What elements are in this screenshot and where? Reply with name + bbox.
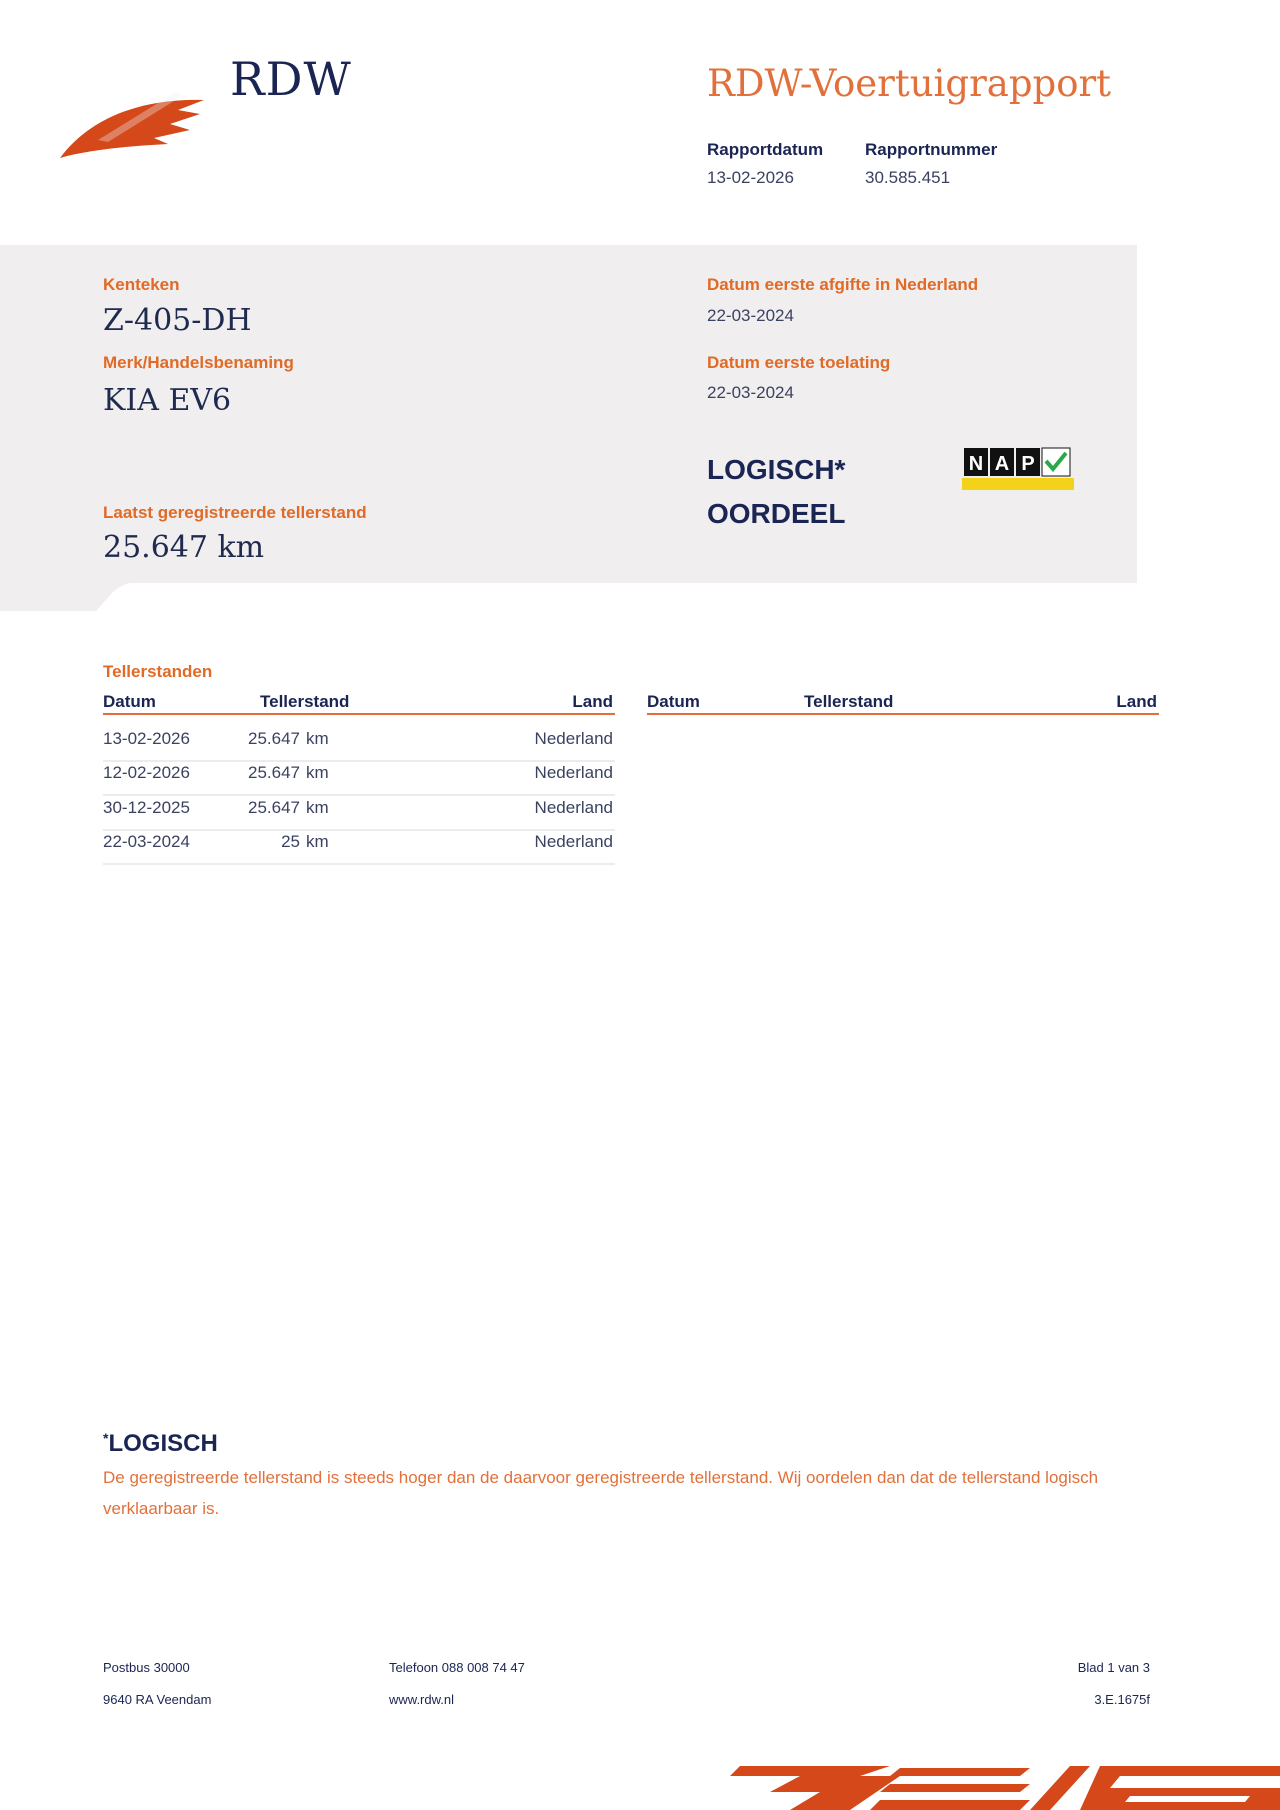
row-land: Nederland (534, 763, 613, 782)
nap-letter: N (968, 453, 984, 475)
rapportdatum-value: 13-02-2026 (707, 168, 794, 187)
col-datum-header: Datum (103, 692, 156, 711)
rdw-stripes-decoration-icon (730, 1758, 1280, 1810)
row-land: Nederland (534, 832, 613, 851)
verdict-line-2: OORDEEL (707, 498, 846, 529)
row-divider (103, 829, 615, 831)
row-datum: 13-02-2026 (103, 729, 190, 748)
merk-label: Merk/Handelsbenaming (103, 353, 294, 372)
merk-value: KIA EV6 (103, 383, 232, 418)
col-tellerstand-header: Tellerstand (804, 692, 894, 711)
row-unit: km (306, 763, 329, 782)
footnote-title-text: LOGISCH (108, 1430, 218, 1457)
toelating-label: Datum eerste toelating (707, 353, 891, 372)
row-datum: 22-03-2024 (103, 832, 190, 851)
toelating-value: 22-03-2024 (707, 383, 794, 402)
row-tellerstand: 25.647 (248, 798, 300, 817)
footer-code: 3.E.1675f (1094, 1692, 1150, 1707)
row-land: Nederland (534, 798, 613, 817)
nap-letter: P (1021, 453, 1035, 475)
verdict-line-1: LOGISCH* (707, 454, 846, 485)
row-divider (103, 760, 615, 762)
col-land-header: Land (572, 692, 613, 711)
row-tellerstand: 25.647 (248, 729, 300, 748)
row-unit: km (306, 729, 329, 748)
rdw-logo-icon (58, 80, 208, 162)
footer-city: 9640 RA Veendam (103, 1692, 212, 1707)
row-land: Nederland (534, 729, 613, 748)
row-tellerstand: 25 (281, 832, 300, 851)
footnote-title (103, 1430, 218, 1458)
logo-text: RDW (230, 52, 352, 106)
row-tellerstand: 25.647 (248, 763, 300, 782)
table-header-rule (103, 713, 615, 715)
row-datum: 12-02-2026 (103, 763, 190, 782)
tellerstand-label: Laatst geregistreerde tellerstand (103, 503, 367, 522)
col-land-header: Land (1116, 692, 1157, 711)
footnote-star: * (103, 1430, 109, 1446)
rapportnummer-value: 30.585.451 (865, 168, 951, 187)
kenteken-value: Z-405-DH (103, 303, 252, 338)
panel-tab-shape (0, 583, 150, 611)
nap-logo-icon (962, 446, 1074, 490)
tellerstanden-title: Tellerstanden (103, 662, 213, 681)
row-datum: 30-12-2025 (103, 798, 190, 817)
rapportdatum-label: Rapportdatum (707, 140, 824, 159)
report-title: RDW-Voertuigrapport (707, 62, 1112, 105)
footer-postbus: Postbus 30000 (103, 1660, 190, 1675)
tellerstand-value: 25.647 km (103, 530, 265, 565)
afgifte-label: Datum eerste afgifte in Nederland (707, 275, 979, 294)
footer-page-number: Blad 1 van 3 (1077, 1660, 1150, 1675)
nap-letter: A (994, 453, 1010, 475)
footer-telefoon: Telefoon 088 008 74 47 (389, 1660, 525, 1675)
table-header-rule (647, 713, 1159, 715)
footer-website-link[interactable]: www.rdw.nl (389, 1692, 455, 1707)
kenteken-label: Kenteken (103, 275, 180, 294)
col-datum-header: Datum (647, 692, 700, 711)
row-divider (103, 794, 615, 796)
footnote-text: De geregistreerde tellerstand is steeds hoger dan de daarvoor geregistreerde tellerstand. Wij oordelen dan dat de tellerstand logisch verklaarbaar is. (103, 1468, 1099, 1518)
afgifte-value: 22-03-2024 (707, 306, 794, 325)
row-divider (103, 863, 615, 865)
row-unit: km (306, 832, 329, 851)
col-tellerstand-header: Tellerstand (260, 692, 350, 711)
row-unit: km (306, 798, 329, 817)
rapportnummer-label: Rapportnummer (865, 140, 998, 159)
